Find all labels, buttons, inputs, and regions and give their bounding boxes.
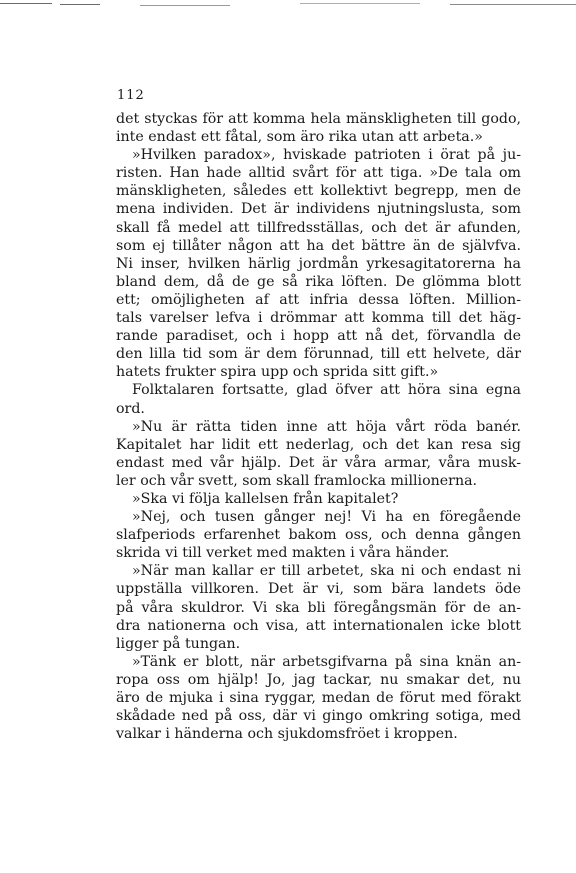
text-line: tals varelser lefva i drömmar att komma till det häg- — [116, 310, 521, 327]
text-line: ord. — [116, 400, 145, 417]
text-line: hatets frukter spira upp och sprida sitt gift.» — [116, 364, 439, 381]
scan-streak — [60, 4, 100, 5]
text-line: ett; omöjligheten af att infria dessa löften. Million- — [116, 291, 521, 308]
text-line: ler och vår svett, som skall framlocka millionerna. — [116, 472, 478, 489]
text-line: ropa oss om hjälp! Jo, jag tackar, nu smakar det, nu — [116, 671, 521, 688]
scan-streak — [140, 5, 230, 6]
text-line: »Tänk er blott, när arbetsgifvarna på sina knän an- — [132, 653, 521, 670]
text-line: »Hvilken paradox», hviskade patrioten i örat på ju- — [132, 147, 521, 164]
text-line: skrida vi till verket med makten i våra händer. — [116, 545, 450, 562]
text-line: på våra skuldror. Vi ska bli föregångsmän för de an- — [116, 599, 521, 616]
text-line: valkar i händerna och sjukdomsfröet i kroppen. — [116, 726, 458, 743]
text-line: det styckas för att komma hela mänskligheten till godo, — [116, 111, 521, 127]
text-line: Folktalaren fortsatte, glad öfver att höra sina egna — [132, 382, 521, 399]
text-line: slafperiods erfarenhet bakom oss, och denna gången — [116, 527, 521, 544]
text-line: den lilla tid som är dem förunnad, till ett helvete, där — [116, 346, 521, 363]
text-line: dra nationerna och visa, att internationalen icke blott — [116, 617, 521, 634]
text-line: risten. Han hade alltid svårt för att tiga. »De tala om — [116, 165, 521, 182]
text-line: »När man kallar er till arbetet, ska ni och endast ni — [132, 563, 521, 580]
text-line: skall få medel att tillfredsställas, och det är afunden, — [116, 219, 521, 236]
text-line: Ni inser, hvilken härlig jordmån yrkesagitatorerna ha — [116, 255, 521, 272]
text-line: rande paradiset, och i hopp att nå det, förvandla de — [116, 328, 521, 345]
text-line: äro de mjuka i sina ryggar, medan de förut med förakt — [116, 690, 521, 706]
scan-streak — [450, 4, 576, 5]
text-line: skådade ned på oss, där vi gingo omkring sotiga, med — [116, 708, 521, 725]
text-line: mena individen. Det är individens njutningslusta, som — [116, 201, 521, 218]
text-line: »Nej, och tusen gånger nej! Vi ha en föregående — [132, 509, 521, 526]
scan-top-edge — [0, 0, 576, 10]
body-text — [116, 110, 521, 743]
page-number: 112 — [117, 88, 145, 103]
text-line: som ej tillåter någon att ha det bättre än de självfva. — [116, 237, 521, 254]
scan-streak — [0, 3, 52, 4]
text-line: »Ska vi följa kallelsen från kapitalet? — [132, 490, 399, 507]
text-line: uppställa villkoren. Det är vi, som bära landets öde — [116, 581, 521, 598]
text-line: ligger på tungan. — [116, 635, 241, 652]
text-line: mänskligheten, således ett kollektivt begrepp, men de — [116, 183, 521, 200]
text-line: bland dem, då de ge så rika löften. De glömma blott — [116, 273, 521, 290]
text-line: inte endast ett fåtal, som äro rika utan att arbeta.» — [116, 129, 483, 146]
scan-streak — [300, 3, 420, 4]
text-line: endast med vår hjälp. Det är våra armar, våra musk- — [116, 454, 521, 471]
text-line: Kapitalet har lidit ett nederlag, och det kan resa sig — [116, 436, 521, 453]
text-line: »Nu är rätta tiden inne att höja vårt röda banér. — [132, 418, 521, 435]
